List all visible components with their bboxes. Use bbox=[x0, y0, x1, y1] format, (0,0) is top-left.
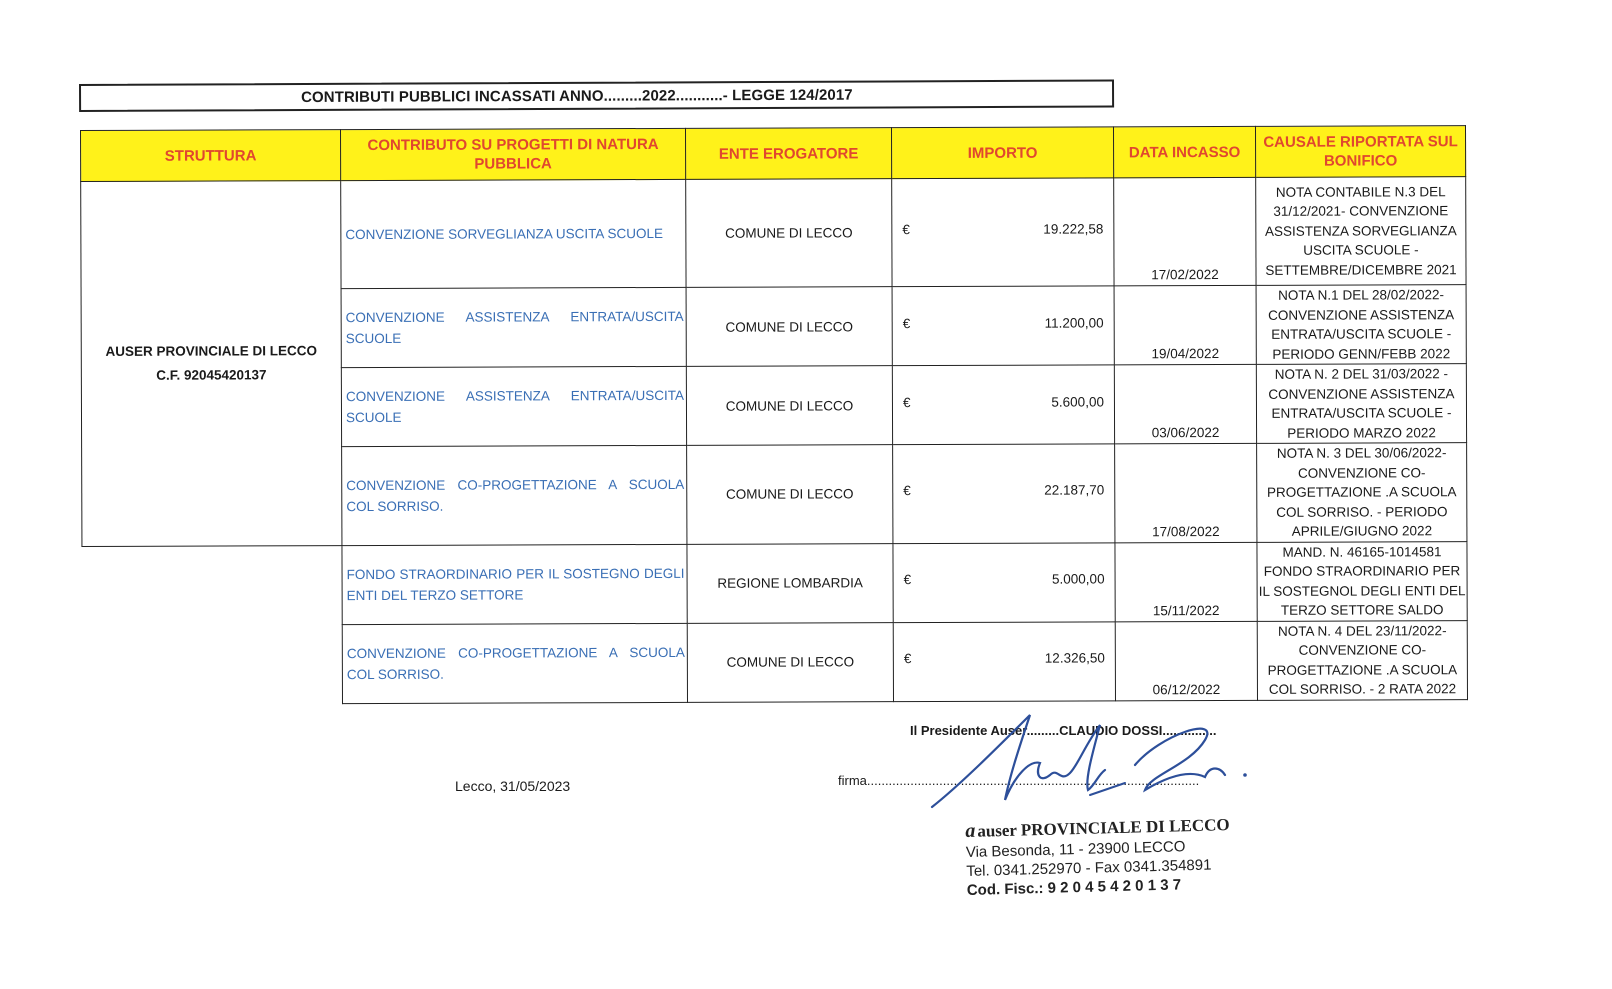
causale-cell: MAND. N. 46165-1014581 FONDO STRAORDINARIO PER IL SOSTEGNOL DEGLI ENTI DEL TERZO SETTORE SALDO bbox=[1257, 541, 1467, 621]
data-cell: 19/04/2022 bbox=[1114, 285, 1256, 364]
importo-value: 19.222,58 bbox=[1043, 221, 1104, 237]
organization-stamp bbox=[965, 812, 1267, 900]
table-row bbox=[82, 620, 1467, 704]
empty-struttura-cell bbox=[82, 545, 342, 625]
header-struttura: STRUTTURA bbox=[81, 130, 341, 182]
header-data: DATA INCASSO bbox=[1113, 126, 1255, 177]
ente-cell: COMUNE DI LECCO bbox=[686, 287, 892, 367]
data-cell: 03/06/2022 bbox=[1114, 364, 1256, 443]
data-cell: 06/12/2022 bbox=[1115, 621, 1257, 700]
ente-cell: COMUNE DI LECCO bbox=[687, 445, 893, 544]
progetto-cell: CONVENZIONE SORVEGLIANZA USCITA SCUOLE bbox=[341, 179, 686, 288]
progetto-cell: CONVENZIONE CO-PROGETTAZIONE A SCUOLA COL SORRISO. bbox=[342, 445, 687, 545]
ente-cell: REGIONE LOMBARDIA bbox=[687, 543, 893, 623]
importo-value: 11.200,00 bbox=[1044, 314, 1104, 331]
causale-cell: NOTA N. 2 DEL 31/03/2022 - CONVENZIONE ASSISTENZA ENTRATA/USCITA SCUOLE - PERIODO MARZO 2022 bbox=[1256, 364, 1466, 444]
currency-symbol: € bbox=[903, 651, 912, 667]
table-row bbox=[82, 541, 1467, 625]
causale-cell: NOTA CONTABILE N.3 DEL 31/12/2021- CONVENZIONE ASSISTENZA SORVEGLIANZA USCITA SCUOLE - SETTEMBRE/DICEMBRE 2021 bbox=[1256, 177, 1466, 286]
progetto-cell: FONDO STRAORDINARIO PER IL SOSTEGNO DEGLI ENTI DEL TERZO SETTORE bbox=[342, 544, 687, 624]
causale-cell: NOTA N.1 DEL 28/02/2022- CONVENZIONE ASSISTENZA ENTRATA/USCITA SCUOLE - PERIODO GENN/FEBB 2022 bbox=[1256, 285, 1466, 365]
importo-value: 5.000,00 bbox=[1051, 571, 1105, 587]
firma-line: firma............................................................................................ bbox=[838, 773, 1200, 788]
data-cell: 17/02/2022 bbox=[1114, 177, 1256, 285]
ente-cell: COMUNE DI LECCO bbox=[686, 179, 892, 288]
currency-symbol: € bbox=[902, 394, 911, 410]
importo-value: 22.187,70 bbox=[1044, 482, 1105, 498]
header-importo: IMPORTO bbox=[891, 127, 1113, 179]
causale-cell: NOTA N. 4 DEL 23/11/2022- CONVENZIONE CO-PROGETTAZIONE .A SCUOLA COL SORRISO. - 2 RATA 2022 bbox=[1257, 620, 1467, 700]
struttura-cell bbox=[81, 181, 342, 546]
data-cell: 17/08/2022 bbox=[1115, 443, 1257, 542]
document-title: CONTRIBUTI PUBBLICI INCASSATI ANNO.........2022...........- LEGGE 124/2017 bbox=[79, 79, 1114, 112]
importo-value: 12.326,50 bbox=[1044, 650, 1105, 666]
progetto-cell: CONVENZIONE ASSISTENZA ENTRATA/USCITA SCUOLE bbox=[341, 287, 686, 367]
header-progetto: CONTRIBUTO SU PROGETTI DI NATURA PUBBLICA bbox=[341, 128, 686, 180]
causale-cell: NOTA N. 3 DEL 30/06/2022- CONVENZIONE CO-PROGETTAZIONE .A SCUOLA COL SORRISO. - PERIODO APRILE/GIUGNO 2022 bbox=[1257, 443, 1467, 542]
ente-cell: COMUNE DI LECCO bbox=[687, 622, 893, 702]
header-ente: ENTE EROGATORE bbox=[685, 128, 891, 180]
currency-symbol: € bbox=[903, 572, 912, 588]
president-line: Il Presidente Auser.........CLAUDIO DOSSI............... bbox=[910, 723, 1217, 738]
importo-cell bbox=[892, 365, 1114, 445]
header-causale: CAUSALE RIPORTATA SUL BONIFICO bbox=[1255, 126, 1465, 178]
currency-symbol: € bbox=[902, 222, 910, 238]
progetto-cell: CONVENZIONE ASSISTENZA ENTRATA/USCITA SCUOLE bbox=[341, 366, 686, 446]
handwritten-signature bbox=[920, 705, 1270, 815]
importo-cell bbox=[893, 444, 1115, 543]
stamp-cf: Cod. Fisc.: 9 2 0 4 5 4 2 0 1 3 7 bbox=[966, 876, 1182, 899]
table-row bbox=[81, 177, 1466, 290]
empty-struttura-cell bbox=[82, 624, 342, 704]
currency-symbol: € bbox=[903, 483, 911, 499]
contributions-table bbox=[80, 125, 1468, 704]
importo-cell bbox=[893, 621, 1115, 701]
progetto-cell: CONVENZIONE CO-PROGETTAZIONE A SCUOLA COL SORRISO. bbox=[342, 623, 687, 703]
struttura-cf: C.F. 92045420137 bbox=[156, 367, 267, 383]
currency-symbol: € bbox=[902, 315, 911, 331]
data-cell: 15/11/2022 bbox=[1115, 542, 1257, 621]
importo-cell bbox=[893, 542, 1115, 622]
stamp-org-name: auser PROVINCIALE DI LECCO bbox=[977, 814, 1230, 841]
ente-cell: COMUNE DI LECCO bbox=[686, 366, 892, 446]
auser-logo: a bbox=[965, 819, 976, 842]
place-date: Lecco, 31/05/2023 bbox=[455, 778, 571, 794]
importo-cell bbox=[892, 178, 1114, 287]
importo-value: 5.600,00 bbox=[1051, 393, 1104, 410]
table-header-row bbox=[81, 126, 1466, 182]
stamp-phone: Tel. 0341.252970 - Fax 0341.354891 bbox=[966, 856, 1212, 880]
importo-cell bbox=[892, 286, 1114, 366]
stamp-address: Via Besonda, 11 - 23900 LECCO bbox=[965, 838, 1186, 861]
struttura-name: AUSER PROVINCIALE DI LECCO bbox=[105, 342, 318, 359]
